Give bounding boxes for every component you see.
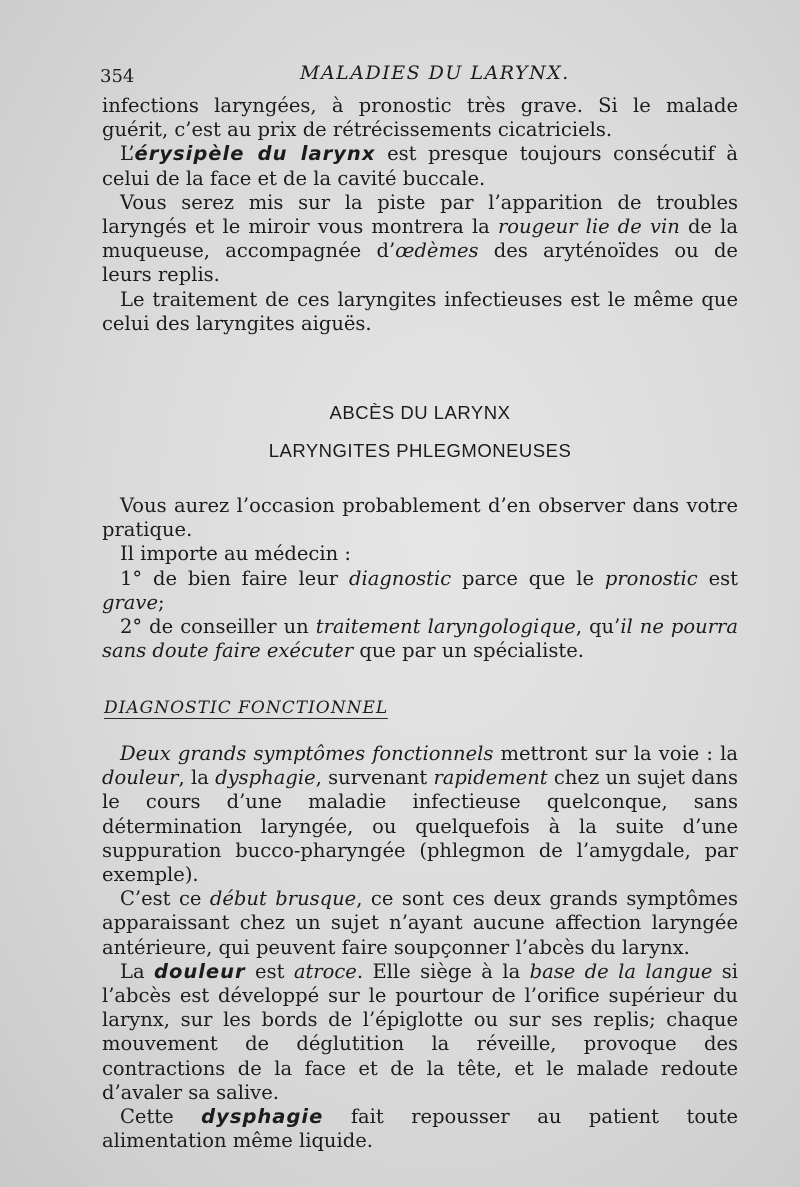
italic-text: dysphagie — [215, 766, 316, 790]
section-heading: ABCÈS DU LARYNX — [329, 402, 511, 423]
section-subheading: LARYNGITES PHLEGMONEUSES — [268, 440, 572, 461]
text: ; — [158, 590, 165, 614]
text: que par un spécialiste. — [353, 639, 584, 663]
text: , qu’ — [575, 615, 621, 639]
text: mettront sur la voie : la — [493, 742, 738, 765]
paragraph — [102, 191, 738, 288]
paragraph — [102, 542, 738, 566]
text: Vous serez mis sur la piste par l’apparition de troubles laryngés et le miroir vous montrera la — [102, 190, 738, 239]
text: . Elle siège à la — [356, 959, 530, 983]
text: Cette — [120, 1105, 202, 1129]
key-term: érysipèle du larynx — [134, 142, 376, 166]
abces-section — [102, 494, 738, 663]
text: de la muqueuse, accompagnée d’ — [102, 215, 738, 263]
text: Il importe au médecin : — [120, 542, 351, 566]
italic-text: diagnostic — [348, 566, 452, 590]
text: La — [120, 959, 154, 983]
diagnostic-section — [102, 742, 738, 1153]
text: 1° de bien faire leur — [120, 566, 349, 590]
paragraph-text: infections laryngées, à pronostic très grave. Si le malade guérit, c’est au prix de rétrécissements cicatriciels. — [102, 94, 738, 142]
italic-text: début brusque — [209, 887, 357, 911]
italic-text: base de la langue — [529, 959, 713, 983]
paragraph — [102, 142, 738, 190]
key-term: dysphagie — [201, 1105, 324, 1129]
text: est presque toujours consécutif à celui de la face et de la cavité buccale. — [102, 142, 738, 190]
paragraph — [102, 1105, 738, 1153]
text: 2° de conseiller un — [120, 615, 316, 639]
text: est — [697, 566, 738, 590]
list-item — [102, 615, 738, 663]
italic-text: rapidement — [433, 766, 548, 790]
italic-text: rougeur lie de vin — [497, 215, 680, 239]
text: des aryténoïdes ou de leurs replis. — [102, 239, 738, 287]
paragraph — [102, 494, 738, 542]
text: Le traitement de ces laryngites infectieuses est le même que celui des laryngites aiguës. — [102, 287, 738, 335]
text: Vous aurez l’occasion probablement d’en observer dans votre pratique. — [102, 494, 738, 542]
text: est — [245, 959, 294, 983]
paragraph — [102, 960, 738, 1105]
italic-text: traitement laryngologique — [315, 615, 576, 639]
paragraph — [102, 887, 738, 960]
text: C’est ce — [120, 887, 210, 911]
italic-text: Deux grands symptômes fonctionnels — [120, 742, 494, 765]
italic-text: grave — [102, 590, 158, 614]
italic-text: il ne pourra sans doute faire exécuter — [102, 615, 738, 663]
paragraph — [102, 94, 738, 142]
list-item — [102, 567, 738, 615]
text: si l’abcès est développé sur le pourtour de l’orifice supérieur du larynx, sur les bords de l’épiglotte ou sur ses replis; chaque mouvement de déglutition la réveille, provoque des contractions de la face et de la tête, et le malade redoute d’avaler sa salive. — [102, 959, 739, 1104]
text: chez un sujet dans le cours d’une maladie infectieuse quelconque, sans détermination laryngée, ou quelquefois à la suite d’une suppuration bucco-pharyngée (phlegmon de l’amygdale, par exemple). — [102, 766, 738, 887]
paragraph — [102, 288, 738, 336]
italic-text: atroce — [293, 959, 357, 983]
subsection-title: DIAGNOSTIC FONCTIONNEL — [104, 698, 389, 718]
text: fait repousser au patient toute alimentation même liquide. — [102, 1105, 738, 1153]
text: , survenant — [315, 766, 434, 790]
text: L’ — [120, 142, 135, 166]
key-term: douleur — [153, 959, 246, 983]
italic-text: pronostic — [604, 566, 698, 590]
text: parce que le — [451, 566, 605, 590]
running-title: MALADIES DU LARYNX. — [300, 62, 570, 84]
text: , ce sont ces deux grands symptômes apparaissant chez un sujet n’ayant aucune affection laryngée antérieure, qui peuvent faire soupçonner l’abcès du larynx. — [102, 887, 738, 959]
page-number: 354 — [100, 66, 135, 87]
text: , la — [178, 766, 216, 790]
italic-text: douleur — [102, 766, 179, 790]
paragraph — [102, 742, 738, 887]
intro-section — [102, 94, 738, 336]
page-header — [100, 62, 740, 92]
italic-text: œdèmes — [395, 239, 479, 263]
